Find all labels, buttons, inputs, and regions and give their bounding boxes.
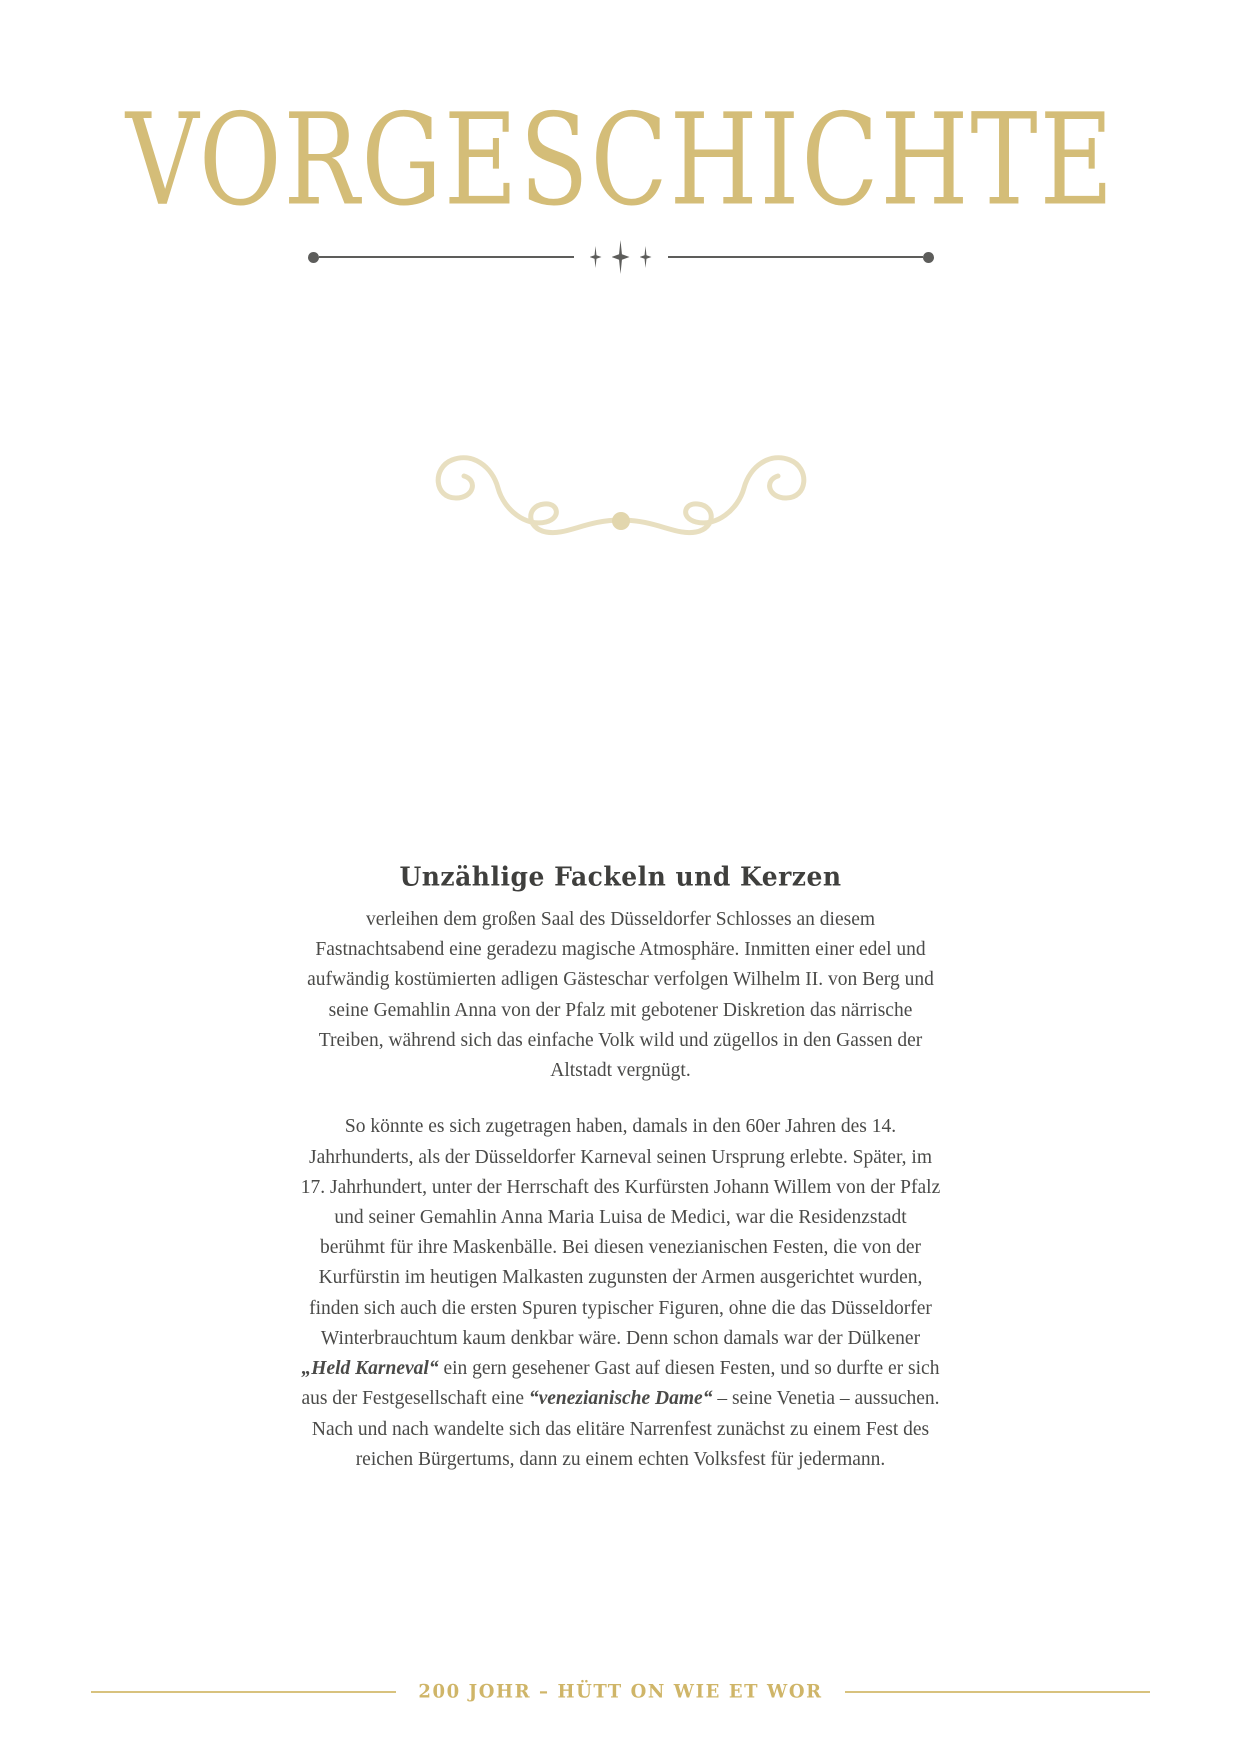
footer-rule-left bbox=[91, 1691, 396, 1693]
article-paragraph-1: verleihen dem großen Saal des Düsseldorfer Schlosses an diesem Fastnachtsabend eine geradezu magische Atmosphäre. Inmitten einer edel und aufwändig kostümierten adligen Gästeschar verfolgen Wilhelm II. von Berg und seine Gemahlin Anna von der Pfalz mit gebotener Diskretion das närrische Treiben, während sich das einfache Volk wild und zügellos in den Gassen der Altstadt vergnügt. bbox=[307, 909, 934, 1082]
paragraph-2-text-1: So könnte es sich zugetragen haben, damals in den 60er Jahren des 14. Jahrhunderts, als der Düsseldorfer Karneval seinen Ursprung erlebte. Später, im 17. Jahrhundert, unter der Herrschaft des Kurfürsten Johann Willem von der Pfalz und seiner Gemahlin Anna Maria Luisa de Medici, war die Residenzstadt berühmt für ihre Maskenbälle. Bei diesen venezianischen Festen, die von der Kurfürstin im heutigen Malkasten zugunsten der Armen ausgerichtet wurden, finden sich auch die ersten Spuren typischer Figuren, ohne die das Düsseldorfer Winterbrauchtum kaum denkbar wäre. Denn schon damals war der Dülkener bbox=[300, 1116, 941, 1349]
article-subhead: Unzählige Fackeln und Kerzen bbox=[399, 861, 842, 892]
sparkle-small-left-icon bbox=[590, 246, 602, 268]
paragraph-2-quote-held-karneval: „Held Karneval“ bbox=[301, 1358, 439, 1380]
paragraph-2-quote-venezianische-dame: “venezianische Dame“ bbox=[528, 1388, 713, 1410]
sparkle-small-right-icon bbox=[640, 246, 652, 268]
divider-sparkle-group bbox=[590, 240, 652, 274]
page-title: VORGESCHICHTE bbox=[125, 85, 1116, 234]
divider-dot-left bbox=[308, 252, 319, 263]
scroll-flourish-ornament bbox=[386, 440, 856, 550]
paragraph-2-text-3: – seine Venetia – aussuchen. Nach und nach wandelte sich das elitäre Narrenfest zunächst zu einem Fest des reichen Bürgertums, dann zu einem echten Volksfest für jedermann. bbox=[311, 1388, 940, 1470]
paragraph-2-text-2: ein gern gesehener Gast auf diesen Festen, und so durfte er sich aus der Festgesellschaft eine bbox=[301, 1358, 940, 1410]
flourish-center-dot bbox=[612, 512, 630, 530]
divider-rule-left bbox=[319, 256, 574, 258]
footer-title: 200 JOHR – HÜTT ON WIE ET WOR bbox=[418, 1680, 823, 1703]
article-paragraph-2 bbox=[301, 1112, 941, 1475]
divider-rule-right bbox=[668, 256, 923, 258]
diamond-rule-divider bbox=[308, 240, 934, 274]
footer-rule-right bbox=[845, 1691, 1150, 1693]
article-body bbox=[301, 862, 941, 1475]
sparkle-large-icon bbox=[612, 240, 630, 274]
page-footer bbox=[0, 1681, 1241, 1702]
divider-dot-right bbox=[923, 252, 934, 263]
